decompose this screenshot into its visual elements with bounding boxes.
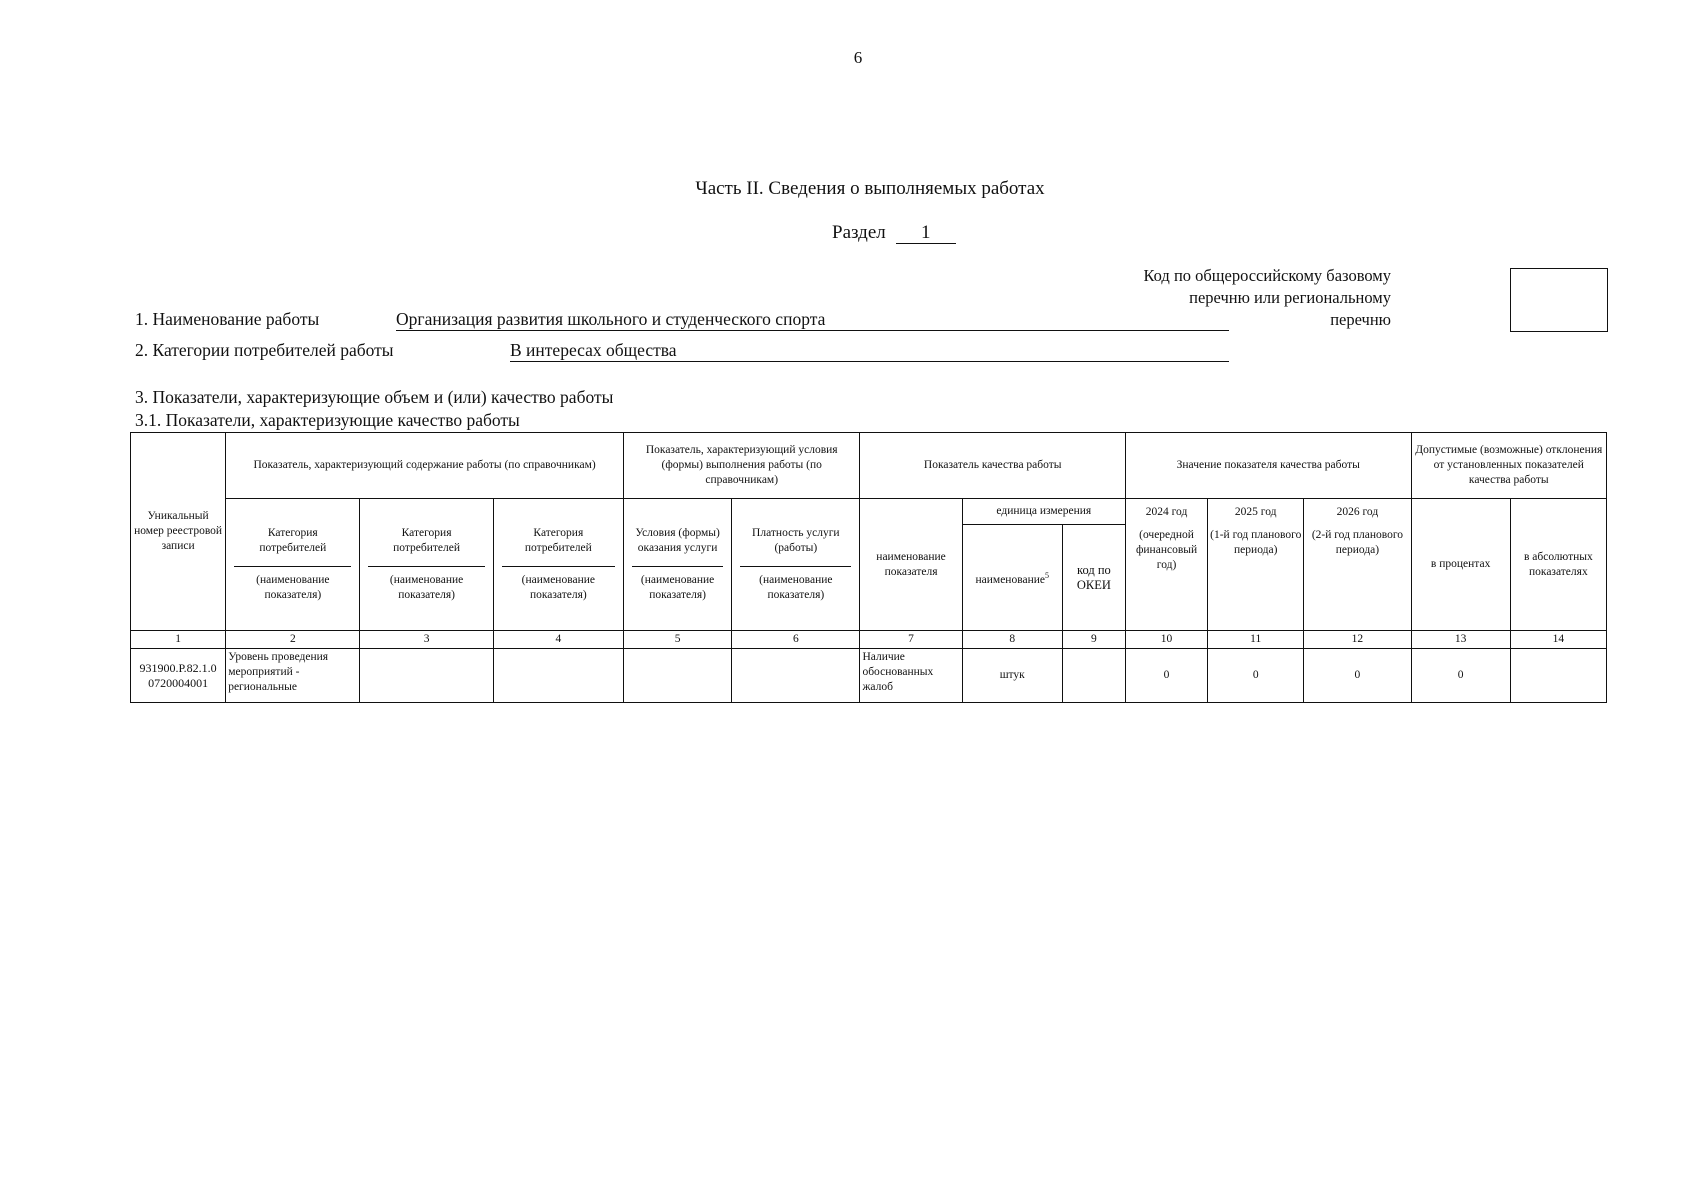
column-number: 5 xyxy=(623,631,731,649)
code-label-line-2: перечню или региональному xyxy=(1189,288,1391,307)
year-2025-note: (1-й год планового периода) xyxy=(1210,529,1302,556)
section-label: Раздел xyxy=(832,222,886,243)
unit-name-label: наименование xyxy=(975,573,1045,586)
header-unit-name xyxy=(962,525,1062,631)
header-payment xyxy=(732,499,860,631)
column-number: 4 xyxy=(493,631,623,649)
unit-name-footnote: 5 xyxy=(1045,570,1049,580)
header-category-2 xyxy=(360,499,493,631)
consumers-value: В интересах общества xyxy=(510,340,1229,362)
heading-indicators: 3. Показатели, характеризующие объем и (или) качество работы xyxy=(135,387,614,407)
section-number: 1 xyxy=(896,223,956,244)
cell-condition-1 xyxy=(623,649,731,703)
header-absolute: в абсолютных показателях xyxy=(1510,499,1606,631)
cell-content-3 xyxy=(493,649,623,703)
year-2025-label: 2025 год xyxy=(1234,506,1277,518)
header-conditions-form xyxy=(623,499,731,631)
column-number: 14 xyxy=(1510,631,1606,649)
cell-unit: штук xyxy=(962,649,1062,703)
category-1-title: Категория потребителей xyxy=(234,526,351,567)
conditions-form-indicator-name: (наименование показателя) xyxy=(640,574,715,601)
year-2024-label: 2024 год xyxy=(1145,506,1188,518)
category-2-indicator-name: (наименование показателя) xyxy=(389,574,464,601)
column-number: 6 xyxy=(732,631,860,649)
header-content-indicator: Показатель, характеризующий содержание работы (по справочникам) xyxy=(226,433,624,499)
payment-indicator-name: (наименование показателя) xyxy=(759,574,833,601)
cell-content-2 xyxy=(360,649,493,703)
header-conditions-indicator: Показатель, характеризующий условия (формы) выполнения работы (по справочникам) xyxy=(623,433,859,499)
work-name-value: Организация развития школьного и студенческого спорта xyxy=(396,309,1229,331)
column-number: 9 xyxy=(1062,631,1125,649)
category-2-title: Категория потребителей xyxy=(368,526,484,567)
page-number: 6 xyxy=(853,48,863,67)
cell-deviation-absolute xyxy=(1510,649,1606,703)
code-label-line-1: Код по общероссийскому базовому xyxy=(1143,266,1391,285)
category-3-title: Категория потребителей xyxy=(502,526,615,567)
cell-indicator: Наличие обоснованных жалоб xyxy=(860,649,962,703)
base-list-code-box xyxy=(1510,268,1608,332)
year-2026-note: (2-й год планового периода) xyxy=(1311,529,1404,556)
column-number: 11 xyxy=(1208,631,1304,649)
column-number: 13 xyxy=(1411,631,1510,649)
cell-value-2025: 0 xyxy=(1208,649,1304,703)
code-label-line-3: перечню xyxy=(1330,310,1391,329)
cell-condition-2 xyxy=(732,649,860,703)
part-title: Часть II. Сведения о выполняемых работах xyxy=(695,178,1045,199)
header-year-2025 xyxy=(1208,499,1304,631)
header-quality-value: Значение показателя качества работы xyxy=(1125,433,1411,499)
header-category-3 xyxy=(493,499,623,631)
header-unit: единица измерения xyxy=(962,499,1125,525)
header-category-1 xyxy=(226,499,360,631)
year-2026-label: 2026 год xyxy=(1336,506,1379,518)
header-year-2024 xyxy=(1125,499,1207,631)
column-number: 7 xyxy=(860,631,962,649)
column-number: 1 xyxy=(131,631,226,649)
cell-value-2026: 0 xyxy=(1304,649,1411,703)
heading-quality-indicators: 3.1. Показатели, характеризующие качество работы xyxy=(135,410,520,430)
header-percent: в процентах xyxy=(1411,499,1510,631)
column-number: 10 xyxy=(1125,631,1207,649)
category-1-indicator-name: (наименование показателя) xyxy=(256,574,330,601)
quality-indicators-table xyxy=(130,432,1607,703)
cell-value-2024: 0 xyxy=(1125,649,1207,703)
year-2024-note: (очередной финансовый год) xyxy=(1135,529,1198,571)
work-name-label: 1. Наименование работы xyxy=(135,309,320,329)
cell-registry-number: 931900.Р.82.1.0 0720004001 xyxy=(131,649,226,703)
column-number: 2 xyxy=(226,631,360,649)
consumers-label: 2. Категории потребителей работы xyxy=(135,340,394,360)
header-registry-number: Уникальный номер реестровой записи xyxy=(131,433,226,631)
header-indicator-name: наименование показателя xyxy=(860,499,962,631)
cell-deviation-percent: 0 xyxy=(1411,649,1510,703)
table-row xyxy=(131,649,1607,703)
header-allowed-deviation: Допустимые (возможные) отклонения от установленных показателей качества работы xyxy=(1411,433,1606,499)
header-year-2026 xyxy=(1304,499,1411,631)
conditions-form-title: Условия (формы) оказания услуги xyxy=(632,526,723,567)
payment-title: Платность услуги (работы) xyxy=(740,526,851,567)
column-number: 8 xyxy=(962,631,1062,649)
cell-okei xyxy=(1062,649,1125,703)
column-number: 12 xyxy=(1304,631,1411,649)
cell-content-1: Уровень проведения мероприятий - региональные xyxy=(226,649,360,703)
header-quality-indicator: Показатель качества работы xyxy=(860,433,1126,499)
section-line xyxy=(832,222,956,244)
header-okei-code: код по ОКЕИ xyxy=(1062,525,1125,631)
column-number: 3 xyxy=(360,631,493,649)
category-3-indicator-name: (наименование показателя) xyxy=(521,574,595,601)
